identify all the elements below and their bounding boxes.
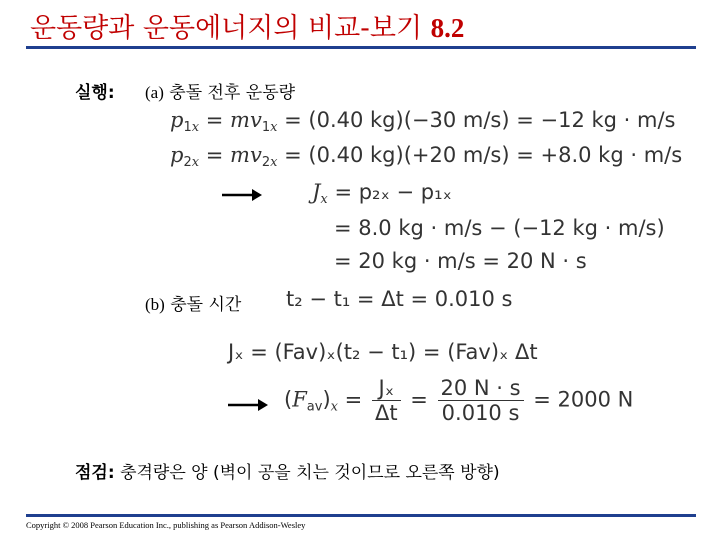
- top-divider: [26, 46, 696, 49]
- part-a-text: 충돌 전후 운동량: [169, 83, 296, 103]
- jx-equation: $J_x = p_{2x} - p_{1x}$: [312, 180, 452, 207]
- average-force-equation: $(F_{av})_x$ = $\frac{\text{Jₓ}}{\Delta t}$ = $\frac{20 N \cdot s}{0.010 s}$ = 2000 N: [284, 376, 634, 425]
- check-label: 점검:: [75, 463, 115, 483]
- slide-title: [30, 6, 464, 45]
- fraction-values: [438, 376, 524, 425]
- p1x-equation-rhs: = (0.40 kg)(−30 m/s) = −12 kg · m/s: [284, 108, 676, 132]
- slide-title-number: 8.2: [430, 13, 465, 43]
- fraction-1-numerator: Jₓ: [372, 376, 401, 401]
- fraction-jx-over-dt: [372, 376, 401, 425]
- jx-equation-rhs: = p₂ₓ − p₁ₓ: [334, 180, 452, 204]
- part-a-heading: [145, 78, 295, 103]
- p2x-equation-rhs: = (0.40 kg)(+20 m/s) = +8.0 kg · m/s: [284, 143, 683, 167]
- average-force-result: = 2000 N: [533, 387, 634, 412]
- part-b-text: 충돌 시간: [170, 295, 242, 315]
- part-b-heading: [145, 290, 241, 315]
- slide-title-text: 운동량과 운동에너지의 비교-보기: [30, 13, 423, 44]
- part-a-marker: (a): [145, 83, 164, 102]
- execute-label: 실행:: [75, 83, 115, 103]
- check-text: 충격량은 양 (벽이 공을 치는 것이므로 오른쪽 방향): [120, 463, 500, 483]
- p2x-equation: $p_{2x} = mv_{2x} = (0.40$ kg)(+20 m/s) = +8.0 kg · m/s: [170, 143, 683, 170]
- p1x-equation: $p_{1x} = mv_{1x} = (0.40$ kg)(−30 m/s) = −12 kg · m/s: [170, 108, 676, 135]
- part-b-marker: (b): [145, 295, 165, 314]
- impulse-equation: Jₓ = (Fav)ₓ(t₂ − t₁) = (Fav)ₓ Δt: [228, 340, 538, 364]
- fraction-2-numerator: 20 N · s: [438, 376, 524, 401]
- jx-step-2: = 8.0 kg · m/s − (−12 kg · m/s): [334, 216, 665, 240]
- bottom-divider: [26, 514, 696, 517]
- fraction-2-denominator: 0.010 s: [441, 401, 520, 425]
- check-line: [75, 458, 500, 483]
- fraction-1-denominator: Δt: [374, 401, 398, 425]
- jx-step-3: = 20 kg · m/s = 20 N · s: [334, 249, 587, 273]
- arrow-right-icon: [222, 188, 262, 202]
- arrow-right-icon: [228, 398, 268, 412]
- time-interval-equation: t₂ − t₁ = Δt = 0.010 s: [286, 287, 513, 311]
- copyright-notice: Copyright © 2008 Pearson Education Inc., publishing as Pearson Addison-Wesley: [26, 520, 306, 530]
